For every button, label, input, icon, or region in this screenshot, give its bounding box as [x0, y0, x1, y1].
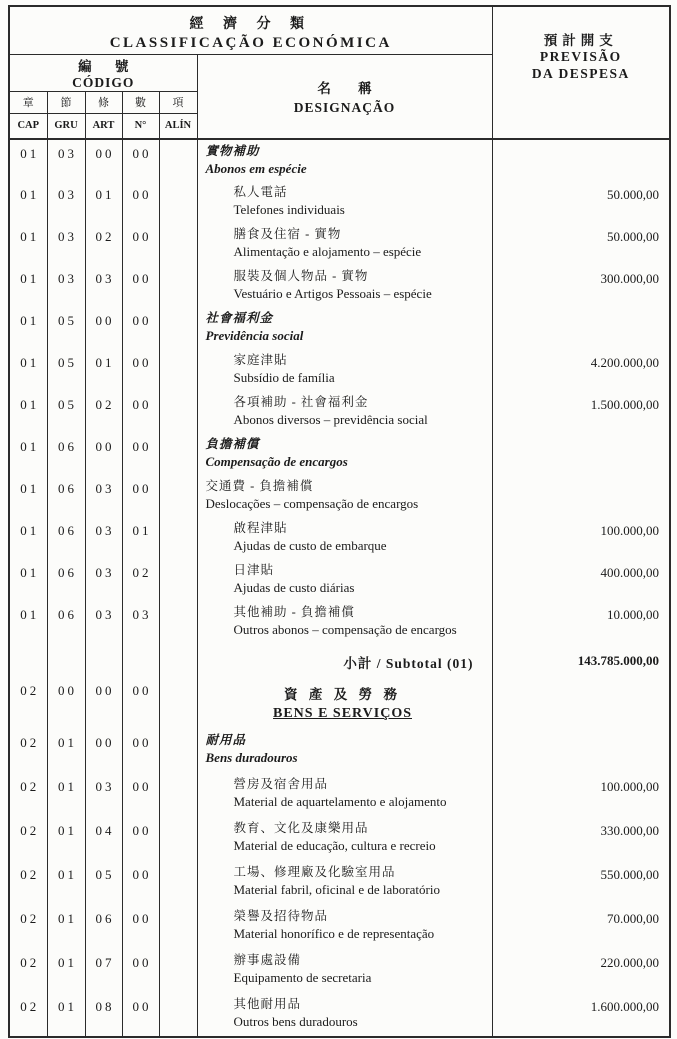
code-cap: 01 [20, 397, 40, 412]
table-row [9, 433, 670, 475]
table-row [9, 391, 670, 433]
code-art: 03 [85, 559, 122, 601]
amount-cell: 10.000,00 [492, 601, 670, 643]
code-art: 01 [85, 181, 122, 223]
designation-zh: 家庭津貼 [233, 353, 288, 367]
code-cap: 01 [20, 607, 40, 622]
amount-cell: 143.785.000,00 [492, 643, 670, 677]
title-zh: 經 濟 分 類 [189, 16, 312, 32]
designation-zh: 辦事處設備 [233, 953, 302, 967]
code-alin [159, 773, 197, 817]
designation-header-zh: 名 稱 [317, 80, 384, 96]
code-alin [159, 817, 197, 861]
code-art: 03 [85, 773, 122, 817]
table-row [9, 729, 670, 773]
code-gru: 05 [47, 391, 85, 433]
table-row [9, 905, 670, 949]
code-n: 00 [122, 307, 159, 349]
code-n: 00 [122, 433, 159, 475]
code-alin [159, 517, 197, 559]
code-art: 06 [85, 905, 122, 949]
code-alin [159, 949, 197, 993]
designation-cell [197, 391, 492, 433]
table-row [9, 817, 670, 861]
code-cap: 01 [20, 313, 40, 328]
code-group-header [9, 54, 197, 91]
designation-pt: Previdência social [205, 328, 304, 343]
amount-cell: 300.000,00 [492, 265, 670, 307]
code-art: 03 [85, 517, 122, 559]
designation-pt: Compensação de encargos [205, 454, 348, 469]
amount-cell: 70.000,00 [492, 905, 670, 949]
code-cap: 01 [20, 229, 40, 244]
designation-zh: 日津貼 [233, 563, 275, 577]
table-row [9, 559, 670, 601]
designation-pt: Subsídio de família [233, 370, 335, 385]
designation-pt: Equipamento de secretaria [233, 970, 372, 985]
code-alin [159, 559, 197, 601]
code-art: 00 [85, 677, 122, 729]
code-art: 08 [85, 993, 122, 1037]
code-alin [159, 601, 197, 643]
code-cap: 01 [20, 565, 40, 580]
code-art: 03 [85, 475, 122, 517]
designation-cell [197, 181, 492, 223]
code-alin [159, 861, 197, 905]
code-gru: 01 [47, 817, 85, 861]
designation-pt: Abonos diversos – previdência social [233, 412, 428, 427]
code-n: 00 [122, 181, 159, 223]
designation-column-header [197, 54, 492, 139]
code-gru [47, 643, 85, 677]
designation-cell [197, 517, 492, 559]
code-gru: 03 [47, 265, 85, 307]
amount-header-pt-line2: DA DESPESA [531, 65, 630, 81]
code-cap: 01 [20, 271, 40, 286]
code-art: 03 [85, 601, 122, 643]
code-n: 00 [122, 729, 159, 773]
code-gru: 01 [47, 993, 85, 1037]
table-row [9, 861, 670, 905]
designation-zh: 服裝及個人物品 - 實物 [233, 269, 369, 283]
code-header-pt: CÓDIGO [72, 74, 135, 90]
code-gru: 03 [47, 223, 85, 265]
col-header-cap [9, 91, 47, 139]
code-gru: 06 [47, 559, 85, 601]
col-header-n [122, 91, 159, 139]
subtotal-label: 小計 / Subtotal (01) [343, 656, 474, 671]
code-n: 00 [122, 817, 159, 861]
code-art: 03 [85, 265, 122, 307]
code-cap: 01 [20, 146, 40, 161]
code-gru: 05 [47, 307, 85, 349]
code-n [122, 643, 159, 677]
designation-header-pt: DESIGNAÇÃO [293, 99, 396, 115]
designation-zh: 營房及宿舍用品 [233, 777, 329, 791]
code-gru: 00 [47, 677, 85, 729]
code-cap: 02 [20, 955, 40, 970]
amount-cell [492, 677, 670, 729]
code-header-zh: 編 號 [78, 58, 139, 74]
code-cap: 02 [20, 911, 40, 926]
designation-cell [197, 601, 492, 643]
table-row [9, 307, 670, 349]
table-row [9, 993, 670, 1037]
code-alin [159, 307, 197, 349]
code-cap: 01 [20, 355, 40, 370]
col-header-alin-pt: ALÍN [164, 119, 192, 131]
designation-cell [197, 949, 492, 993]
code-gru: 06 [47, 517, 85, 559]
code-n: 00 [122, 265, 159, 307]
table-row [9, 139, 670, 181]
code-n: 00 [122, 391, 159, 433]
designation-zh: 其他耐用品 [233, 997, 302, 1011]
code-gru: 01 [47, 773, 85, 817]
code-gru: 01 [47, 729, 85, 773]
code-n: 00 [122, 475, 159, 517]
code-gru: 01 [47, 949, 85, 993]
amount-cell: 50.000,00 [492, 181, 670, 223]
table-header [9, 6, 670, 139]
code-alin [159, 677, 197, 729]
designation-pt: Abonos em espécie [205, 161, 307, 176]
designation-zh: 教育、文化及康樂用品 [233, 821, 369, 835]
designation-cell [197, 139, 492, 181]
code-alin [159, 729, 197, 773]
col-header-alin-zh: 項 [160, 92, 197, 114]
designation-zh: 實物補助 [205, 144, 260, 158]
designation-cell [197, 559, 492, 601]
amount-cell [492, 433, 670, 475]
table-row [9, 265, 670, 307]
col-header-n-zh: 數 [123, 92, 159, 114]
designation-cell [197, 729, 492, 773]
code-n: 00 [122, 773, 159, 817]
code-art: 04 [85, 817, 122, 861]
designation-pt: Ajudas de custo de embarque [233, 538, 387, 553]
col-header-alin [159, 91, 197, 139]
code-cap [9, 643, 47, 677]
code-gru: 06 [47, 433, 85, 475]
code-n: 00 [122, 949, 159, 993]
code-cap: 01 [20, 523, 40, 538]
code-gru: 05 [47, 349, 85, 391]
designation-zh: 耐用品 [205, 733, 247, 747]
designation-zh: 啟程津貼 [233, 521, 288, 535]
amount-cell [492, 475, 670, 517]
designation-cell [197, 223, 492, 265]
col-header-gru-pt: GRU [54, 119, 78, 131]
code-art: 02 [85, 391, 122, 433]
amount-header-zh: 預計開支 [543, 33, 618, 48]
code-gru: 06 [47, 601, 85, 643]
table-row [9, 601, 670, 643]
code-gru: 03 [47, 181, 85, 223]
col-header-cap-zh: 章 [10, 92, 47, 114]
code-cap: 01 [20, 439, 40, 454]
table-row [9, 949, 670, 993]
code-cap: 02 [20, 735, 40, 750]
designation-zh: 私人電話 [233, 185, 288, 199]
amount-cell: 1.500.000,00 [492, 391, 670, 433]
designation-cell [197, 905, 492, 949]
col-header-art-zh: 條 [86, 92, 122, 114]
col-header-cap-pt: CAP [17, 119, 40, 131]
designation-cell [197, 993, 492, 1037]
code-n: 01 [122, 517, 159, 559]
code-cap: 02 [20, 999, 40, 1014]
code-art: 07 [85, 949, 122, 993]
table-row [9, 181, 670, 223]
amount-header-pt-line1: PREVISÃO [539, 49, 622, 64]
code-alin [159, 181, 197, 223]
designation-zh: 其他補助 - 負擔補償 [233, 605, 355, 619]
designation-pt: Ajudas de custo diárias [233, 580, 355, 595]
economic-classification-table [8, 5, 671, 1038]
code-gru: 06 [47, 475, 85, 517]
code-cap: 02 [20, 683, 40, 698]
designation-zh: 膳食及住宿 - 實物 [233, 227, 342, 241]
designation-cell [197, 433, 492, 475]
code-cap: 02 [20, 867, 40, 882]
code-art: 02 [85, 223, 122, 265]
designation-pt: Telefones individuais [233, 202, 345, 217]
code-alin [159, 993, 197, 1037]
code-n: 03 [122, 601, 159, 643]
code-n: 00 [122, 139, 159, 181]
table-row [9, 643, 670, 677]
designation-cell [197, 643, 492, 677]
designation-pt: Alimentação e alojamento – espécie [233, 244, 422, 259]
designation-cell [197, 349, 492, 391]
amount-cell [492, 307, 670, 349]
designation-pt: Outros abonos – compensação de encargos [233, 622, 457, 637]
col-header-art [85, 91, 122, 139]
table-row [9, 475, 670, 517]
code-gru: 01 [47, 905, 85, 949]
amount-cell [492, 729, 670, 773]
designation-cell [197, 475, 492, 517]
designation-cell [197, 817, 492, 861]
code-art: 00 [85, 729, 122, 773]
code-alin [159, 349, 197, 391]
designation-zh: 負擔補償 [205, 437, 260, 451]
code-n: 00 [122, 349, 159, 391]
code-art [85, 643, 122, 677]
designation-zh: 交通費 - 負擔補償 [205, 479, 314, 493]
table-row [9, 773, 670, 817]
col-header-art-pt: ART [92, 119, 115, 131]
designation-pt: Bens duradouros [205, 750, 298, 765]
amount-cell: 50.000,00 [492, 223, 670, 265]
designation-zh: 榮譽及招待物品 [233, 909, 329, 923]
amount-cell: 100.000,00 [492, 773, 670, 817]
designation-cell [197, 861, 492, 905]
code-alin [159, 905, 197, 949]
designation-cell [197, 307, 492, 349]
code-art: 00 [85, 433, 122, 475]
designation-cell [197, 677, 492, 729]
designation-pt: Material honorífico e de representação [233, 926, 435, 941]
code-gru: 03 [47, 139, 85, 181]
designation-zh: 工場、修理廠及化驗室用品 [233, 865, 396, 879]
designation-cell [197, 265, 492, 307]
amount-cell: 550.000,00 [492, 861, 670, 905]
code-cap: 02 [20, 779, 40, 794]
code-n: 00 [122, 905, 159, 949]
designation-pt: Vestuário e Artigos Pessoais – espécie [233, 286, 432, 301]
code-art: 00 [85, 307, 122, 349]
table-body [9, 139, 670, 1037]
code-cap: 01 [20, 187, 40, 202]
col-header-gru-zh: 節 [48, 92, 85, 114]
amount-cell: 220.000,00 [492, 949, 670, 993]
code-alin [159, 433, 197, 475]
code-n: 00 [122, 223, 159, 265]
code-alin [159, 391, 197, 433]
code-cap: 01 [20, 481, 40, 496]
amount-cell: 100.000,00 [492, 517, 670, 559]
code-n: 00 [122, 677, 159, 729]
table-row [9, 517, 670, 559]
code-alin [159, 223, 197, 265]
table-row [9, 349, 670, 391]
col-header-gru [47, 91, 85, 139]
designation-pt: Material de educação, cultura e recreio [233, 838, 436, 853]
code-art: 00 [85, 139, 122, 181]
designation-zh: 資 產 及 勞 務 [284, 687, 401, 702]
designation-pt: Material fabril, oficinal e de laboratório [233, 882, 440, 897]
code-alin [159, 475, 197, 517]
code-alin [159, 139, 197, 181]
col-header-n-pt: N° [134, 119, 147, 131]
code-n: 02 [122, 559, 159, 601]
code-gru: 01 [47, 861, 85, 905]
designation-pt: BENS E SERVIÇOS [273, 706, 412, 721]
code-cap: 02 [20, 823, 40, 838]
designation-zh: 各項補助 - 社會福利金 [233, 395, 369, 409]
code-n: 00 [122, 861, 159, 905]
amount-column-header [492, 6, 670, 139]
amount-cell: 1.600.000,00 [492, 993, 670, 1037]
amount-cell: 4.200.000,00 [492, 349, 670, 391]
designation-pt: Deslocações – compensação de encargos [205, 496, 419, 511]
designation-pt: Outros bens duradouros [233, 1014, 358, 1029]
table-row [9, 677, 670, 729]
code-art: 01 [85, 349, 122, 391]
title-pt: CLASSIFICAÇÃO ECONÓMICA [109, 34, 392, 51]
amount-cell: 330.000,00 [492, 817, 670, 861]
code-alin [159, 265, 197, 307]
designation-zh: 社會福利金 [205, 311, 274, 325]
code-art: 05 [85, 861, 122, 905]
table-row [9, 223, 670, 265]
code-n: 00 [122, 993, 159, 1037]
designation-cell [197, 773, 492, 817]
code-alin [159, 643, 197, 677]
amount-cell [492, 139, 670, 181]
designation-pt: Material de aquartelamento e alojamento [233, 794, 447, 809]
amount-cell: 400.000,00 [492, 559, 670, 601]
table-title-cell [9, 6, 492, 54]
